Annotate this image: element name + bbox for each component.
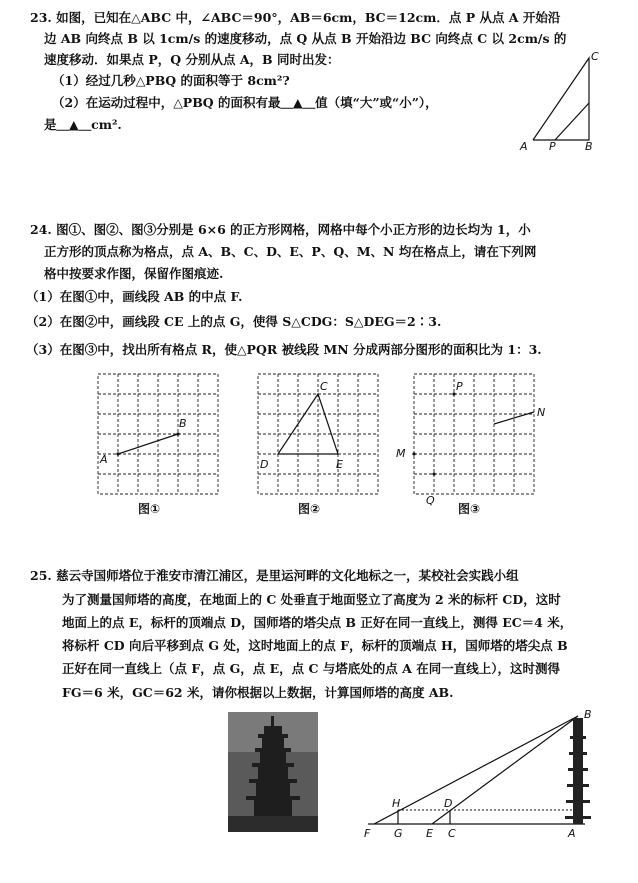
label-c: C [320, 380, 328, 393]
q25-diagram [360, 706, 600, 841]
pagoda-photo [228, 712, 318, 832]
triangle-abc [533, 58, 589, 140]
q25-line-2: 为了测量国师塔的高度，在地面上的 C 处垂直于地面竖立了高度为 2 米的标杆 CD，这时 [62, 592, 561, 607]
label-n: N [537, 406, 546, 419]
label-e: E [336, 458, 343, 471]
line-fb [374, 716, 578, 824]
q25-line-4: 将标杆 CD 向后平移到点 G 处，这时地面上的点 F，标杆的顶端点 H，国师塔的塔尖点 B [62, 638, 568, 653]
grid-3 [390, 368, 550, 518]
q24-line-2: 正方形的顶点称为格点，点 A、B、C、D、E、P、Q、M、N 均在格点上，请在下列网 [44, 244, 537, 259]
segment-pq [555, 103, 589, 140]
label-b: B [585, 140, 593, 153]
caption-fig-3: 图③ [458, 502, 481, 516]
label-g: G [394, 827, 403, 840]
label-p: P [456, 380, 463, 393]
segment-ab [118, 434, 178, 454]
label-c: C [448, 827, 456, 840]
q25-line-3: 地面上的点 E，标杆的顶端点 D，国师塔的塔尖点 B 正好在同一直线上，测得 EC＝4 米， [62, 615, 573, 630]
line-eb [432, 716, 578, 824]
q24-line-5: （2）在图②中，画线段 CE 上的点 G，使得 S△CDG：S△DEG＝2∶3. [26, 314, 442, 329]
q23-line-5: （2）在运动过程中，△PBQ 的面积有最＿▲＿值（填“大”或“小”）， [52, 95, 438, 110]
q23-line-6: 是＿▲＿cm². [44, 117, 122, 132]
triangle-cde [278, 394, 338, 454]
q25-line-5: 正好在同一直线上（点 F，点 G，点 E，点 C 与塔底处的点 A 在同一直线上），这时测得 [62, 661, 560, 676]
q24-line-1: 24. 图①、图②、图③分别是 6×6 的正方形网格，网格中每个小正方形的边长均为 1，小 [30, 222, 531, 237]
label-f: F [364, 827, 371, 840]
label-b: B [584, 708, 592, 721]
q23-line-1: 23. 如图，已知在△ABC 中，∠ABC＝90°，AB＝6cm，BC＝12cm．点 P 从点 A 开始沿 [30, 10, 561, 25]
label-d: D [260, 458, 269, 471]
label-c: C [591, 50, 599, 63]
label-p: P [549, 140, 556, 153]
q24-line-4: （1）在图①中，画线段 AB 的中点 F. [26, 289, 243, 304]
grid-1 [90, 368, 225, 498]
caption-fig-2: 图② [298, 502, 321, 516]
grid-2 [250, 368, 385, 498]
q23-triangle-figure [515, 48, 610, 153]
label-q: Q [426, 494, 435, 507]
q24-line-6: （3）在图③中，找出所有格点 R，使△PQR 被线段 MN 分成两部分图形的面积比为 1：3. [26, 342, 542, 357]
label-e: E [426, 827, 433, 840]
label-a: A [568, 827, 576, 840]
q25-line-6: FG＝6 米，GC＝62 米，请你根据以上数据，计算国师塔的高度 AB. [62, 685, 454, 700]
q23-line-4: （1）经过几秒△PBQ 的面积等于 8cm²? [52, 73, 290, 88]
q23-line-3: 速度移动．如果点 P，Q 分别从点 A，B 同时出发： [44, 52, 340, 67]
label-b: B [179, 417, 187, 430]
label-a: A [520, 140, 528, 153]
label-m: M [396, 447, 406, 460]
label-a: A [100, 453, 108, 466]
q25-line-1: 25. 慈云寺国师塔位于淮安市清江浦区，是里运河畔的文化地标之一，某校社会实践小组 [30, 568, 519, 583]
caption-fig-1: 图① [138, 502, 161, 516]
label-h: H [392, 797, 401, 810]
q24-line-3: 格中按要求作图，保留作图痕迹. [44, 266, 224, 281]
q23-line-2: 边 AB 向终点 B 以 1cm/s 的速度移动，点 Q 从点 B 开始沿边 BC 向终点 C 以 2cm/s 的 [44, 31, 567, 46]
label-d: D [444, 797, 453, 810]
tower-shape [565, 718, 591, 824]
